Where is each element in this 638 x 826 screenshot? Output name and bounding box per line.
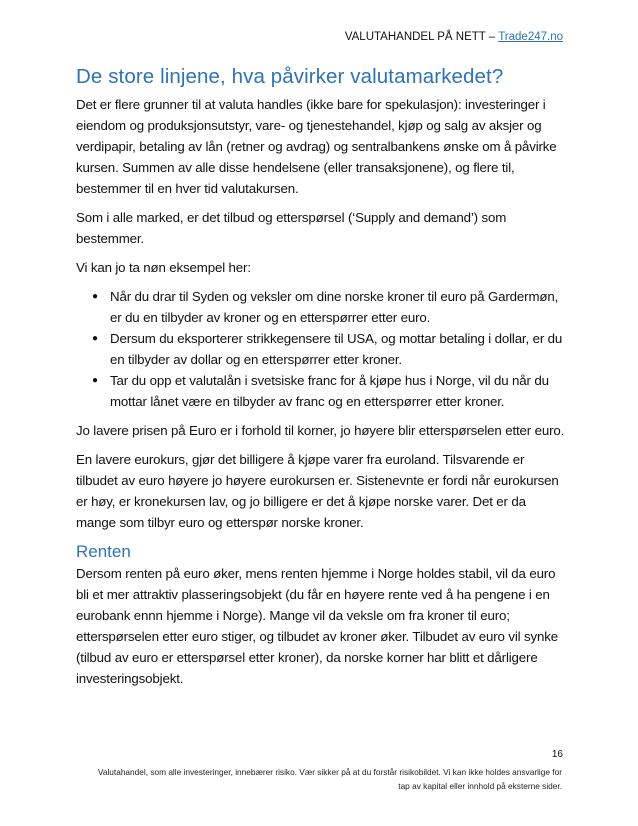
subsection-heading: Renten — [76, 542, 131, 561]
paragraph: En lavere eurokurs, gjør det billigere å kjøpe varer fra euroland. Tilsvarende er tilbudet av euro høyere jo høyere eurokursen er. Sistenevnte er fordi når eurokursen er høy, er kronekursen lav, og jo billigere er det å kjøpe norske varer. Det er da mange som tilbyr euro og etterspør norske kroner. — [76, 452, 559, 530]
footer-line: tap av kapital eller innhold på eksterne sider. — [398, 781, 562, 791]
list-item-text: Når du drar til Syden og veksler om dine norske kroner til euro på Gardermøn, er du en tilbyder av kroner og en etterspørrer etter euro. — [110, 289, 559, 325]
bullet-icon: ● — [92, 291, 98, 302]
page-content — [76, 64, 566, 697]
paragraph: Det er flere grunner til at valuta handles (ikke bare for spekulasjon): investeringer i eiendom og produksjonsutstyr, vare- og tjenestehandel, kjøp og salg av aksjer og verdipapir, betaling av lån (retner og avdrag) og sentralbankens ønske om å påvirke kursen. Summen av alle disse hendelsene (eller transaksjonene), og flere til, bestemmer til en hver tid valutakursen. — [76, 97, 557, 196]
page-number: 16 — [551, 749, 563, 760]
footer-disclaimer — [64, 765, 562, 793]
paragraph: Jo lavere prisen på Euro er i forhold til korner, jo høyere blir etterspørselen etter euro. — [76, 423, 565, 438]
header-title: VALUTAHANDEL PÅ NETT – — [344, 31, 499, 43]
paragraph: Vi kan jo ta nøn eksempel her: — [76, 260, 251, 275]
section-title: De store linjene, hva påvirker valutamarkedet? — [76, 65, 504, 88]
bullet-icon: ● — [92, 375, 98, 386]
footer-line: Valutahandel, som alle investeringer, innebærer risiko. Vær sikker på at du forstår risikobildet. Vi kan ikke holdes ansvarlige for — [97, 767, 562, 777]
list-item — [76, 286, 566, 328]
list-item — [76, 328, 566, 370]
list-item-text: Tar du opp et valutalån i svetsiske franc for å kjøpe hus i Norge, vil du når du mottar lånet være en tilbyder av franc og en etterspørrer etter kroner. — [110, 373, 549, 409]
paragraph: Dersom renten på euro øker, mens renten hjemme i Norge holdes stabil, vil da euro bli et mer attraktiv plasseringsobjekt (du får en høyere rente ved å ha pengene i en eurobank ennn hjemme i Norge). Mange vil da veksle om fra kroner til euro; etterspørselen etter euro stiger, og tilbudet av kroner øker. Tilbudet av euro vil synke (tilbud av euro er etterspørsel etter kroner), da norske korner har blitt et dårligere investeringsobjekt. — [76, 566, 558, 686]
header-link[interactable]: Trade247.no — [498, 31, 563, 43]
bullet-icon: ● — [92, 333, 98, 344]
list-item-text: Dersum du eksporterer strikkegensere til USA, og mottar betaling i dollar, er du en tilbyder av dollar og en etterspørrer etter kroner. — [110, 331, 563, 367]
list-item — [76, 370, 566, 412]
example-list — [76, 286, 566, 412]
running-header — [345, 31, 563, 43]
paragraph: Som i alle marked, er det tilbud og etterspørsel (‘Supply and demand’) som bestemmer. — [76, 210, 507, 246]
